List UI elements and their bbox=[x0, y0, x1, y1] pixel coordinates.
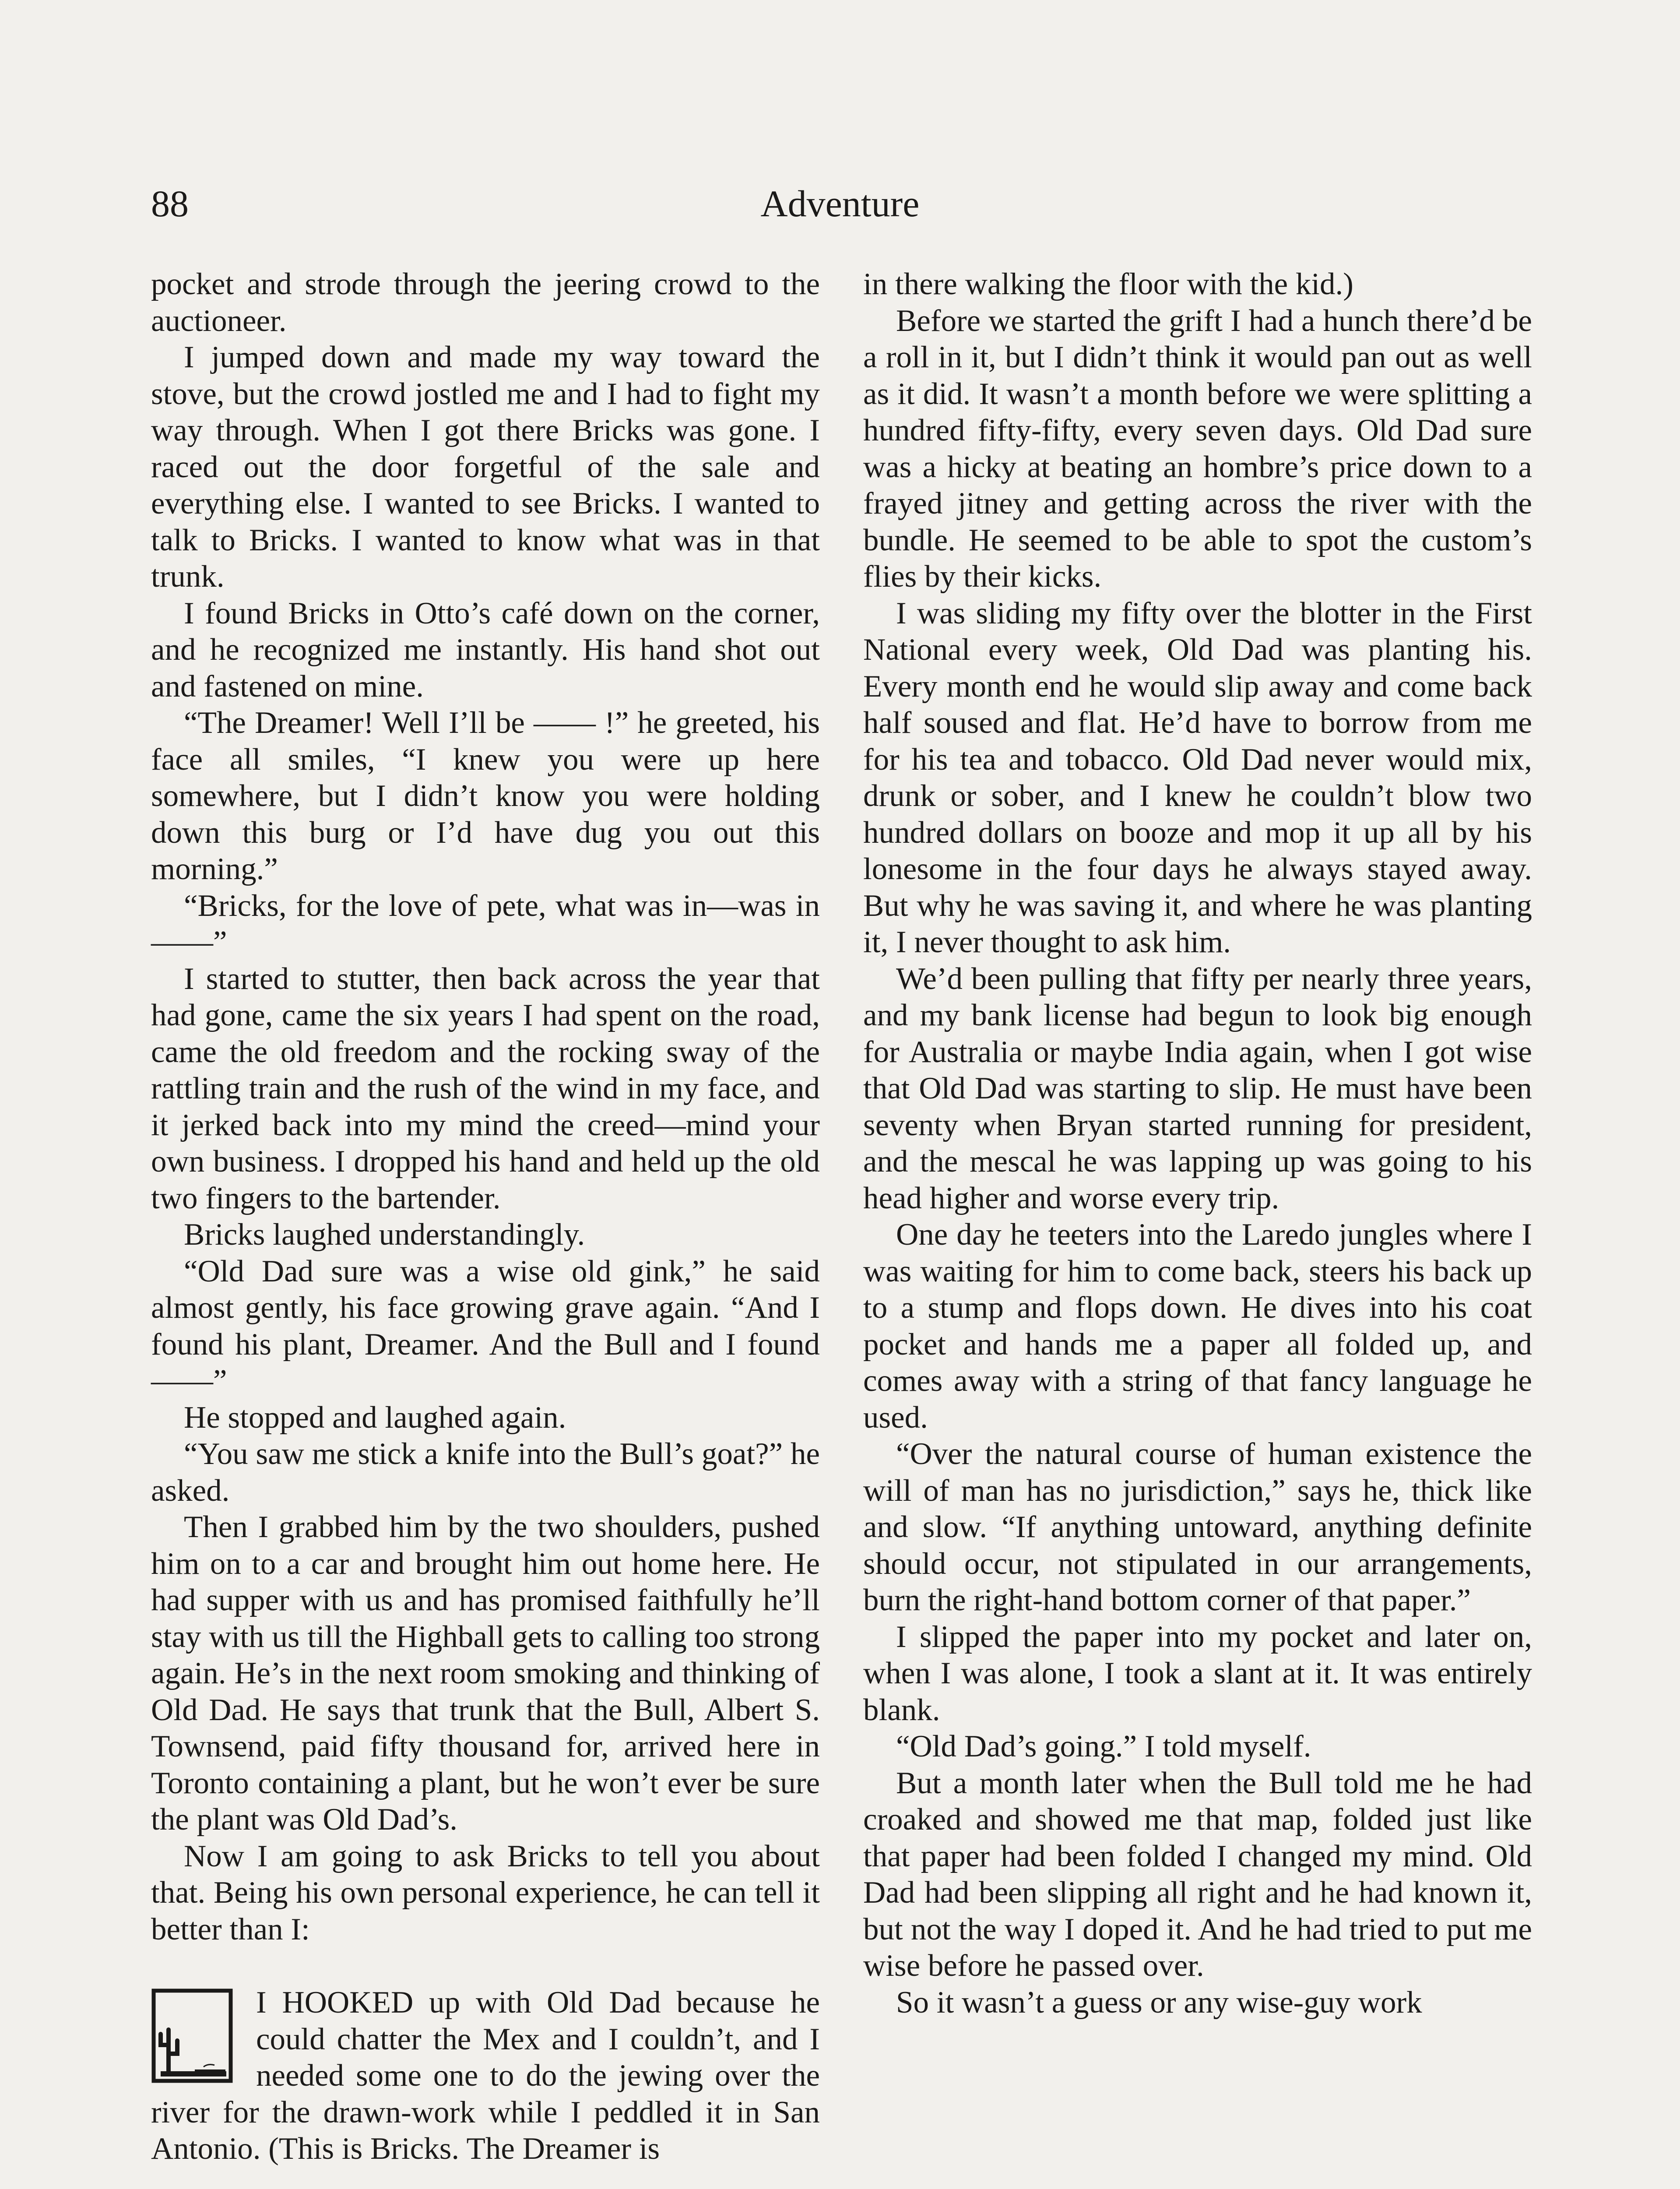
paragraph: “You saw me stick a knife into the Bull’s goat?” he asked. bbox=[151, 1437, 820, 1508]
right-column bbox=[863, 266, 1532, 2021]
left-column bbox=[151, 266, 820, 2168]
paragraph: I was sliding my fifty over the blotter in the First National every week, Old Dad was planting his. Every month end he would slip away and come back half soused and flat. He’d have to borrow from me for his tea and tobacco. Old Dad never would mix, drunk or sober, and I knew he couldn’t blow two hundred dollars on booze and mop it up all by his lonesome in the four days he always stayed away. But why he was saving it, and where he was planting it, I never thought to ask him. bbox=[863, 596, 1532, 959]
page-header bbox=[151, 173, 1529, 234]
paragraph: in there walking the floor with the kid.) bbox=[863, 267, 1353, 301]
running-title: Adventure bbox=[760, 183, 920, 225]
paragraph: Before we started the grift I had a hunch there’d be a roll in it, but I didn’t think it would pan out as well as it did. It wasn’t a month before we were splitting a hundred fifty-fifty, every seven days. Old Dad sure was a hicky at beating an hombre’s price down to a frayed jitney and getting across the river with the bundle. He seemed to be able to spot the custom’s flies by their kicks. bbox=[863, 303, 1532, 594]
dropcap-paragraph: I HOOKED up with Old Dad because he could chatter the Mex and I couldn’t, and I needed some one to do the jewing over the river for the drawn-work while I peddled it in San Antonio. (This is Bricks. The Dreamer is bbox=[151, 1985, 820, 2166]
paragraph: But a month later when the Bull told me he had croaked and showed me that map, folded just like that paper had been folded I changed my mind. Old Dad had been slipping all right and he had known it, but not the way I doped it. And he had tried to put me wise before he passed over. bbox=[863, 1766, 1532, 1983]
paragraph: I jumped down and made my way toward the stove, but the crowd jostled me and I had to fight my way through. When I got there Bricks was gone. I raced out the door forgetful of the sale and everything else. I wanted to see Bricks. I wanted to talk to Bricks. I wanted to know what was in that trunk. bbox=[151, 340, 820, 594]
paragraph: “Bricks, for the love of pete, what was in—was in——” bbox=[151, 888, 820, 959]
paragraph: I started to stutter, then back across the year that had gone, came the six years I had spent on the road, came the old freedom and the rocking sway of the rattling train and the rush of the wind in my face, and it jerked back into my mind the creed—mind your own business. I dropped his hand and held up the old two fingers to the bartender. bbox=[151, 961, 820, 1215]
paragraph: Bricks laughed understandingly. bbox=[184, 1218, 585, 1252]
page-number: 88 bbox=[151, 183, 189, 225]
paragraph: I slipped the paper into my pocket and later on, when I was alone, I took a slant at it. It was entirely blank. bbox=[863, 1619, 1532, 1727]
paragraph: “Over the natural course of human existence the will of man has no jurisdiction,” says he, thick like and slow. “If anything untoward, anything definite should occur, not stipulated in our arrangements, burn the right-hand bottom corner of that paper.” bbox=[863, 1437, 1532, 1617]
paragraph: “Old Dad’s going.” I told myself. bbox=[896, 1729, 1311, 1763]
paragraph: We’d been pulling that fifty per nearly three years, and my bank license had begun to look big enough for Australia or maybe India again, when I got wise that Old Dad was starting to slip. He must have been seventy when Bryan started running for president, and the mescal he was lapping up was going to his head higher and worse every trip. bbox=[863, 961, 1532, 1215]
paragraph: Then I grabbed him by the two shoulders, pushed him on to a car and brought him out home here. He had supper with us and has promised faithfully he’ll stay with us till the Highball gets to calling too strong again. He’s in the next room smoking and thinking of Old Dad. He says that trunk that the Bull, Albert S. Townsend, paid fifty thousand for, arrived here in Toronto containing a plant, but he won’t ever be sure the plant was Old Dad’s. bbox=[151, 1510, 820, 1837]
paragraph: “The Dreamer! Well I’ll be —— !” he greeted, his face all smiles, “I knew you were up here somewhere, but I didn’t know you were holding down this burg or I’d have dug you out this morning.” bbox=[151, 706, 820, 886]
paragraph: “Old Dad sure was a wise old gink,” he said almost gently, his face growing grave again. “And I found his plant, Dreamer. And the Bull and I found——” bbox=[151, 1254, 820, 1398]
paragraph: Now I am going to ask Bricks to tell you about that. Being his own personal experience, he can tell it better than I: bbox=[151, 1839, 820, 1946]
paragraph: He stopped and laughed again. bbox=[184, 1400, 566, 1435]
cactus-vignette-icon bbox=[151, 1988, 239, 2089]
paragraph: So it wasn’t a guess or any wise-guy work bbox=[896, 1985, 1422, 2020]
paragraph: One day he teeters into the Laredo jungles where I was waiting for him to come back, steers his back up to a stump and flops down. He dives into his coat pocket and hands me a paper all folded up, and comes away with a string of that fancy language he used. bbox=[863, 1218, 1532, 1435]
paragraph: pocket and strode through the jeering crowd to the auctioneer. bbox=[151, 267, 820, 338]
paragraph: I found Bricks in Otto’s café down on the corner, and he recognized me instantly. His hand shot out and fastened on mine. bbox=[151, 596, 820, 704]
dropcap-section bbox=[151, 1985, 820, 2168]
